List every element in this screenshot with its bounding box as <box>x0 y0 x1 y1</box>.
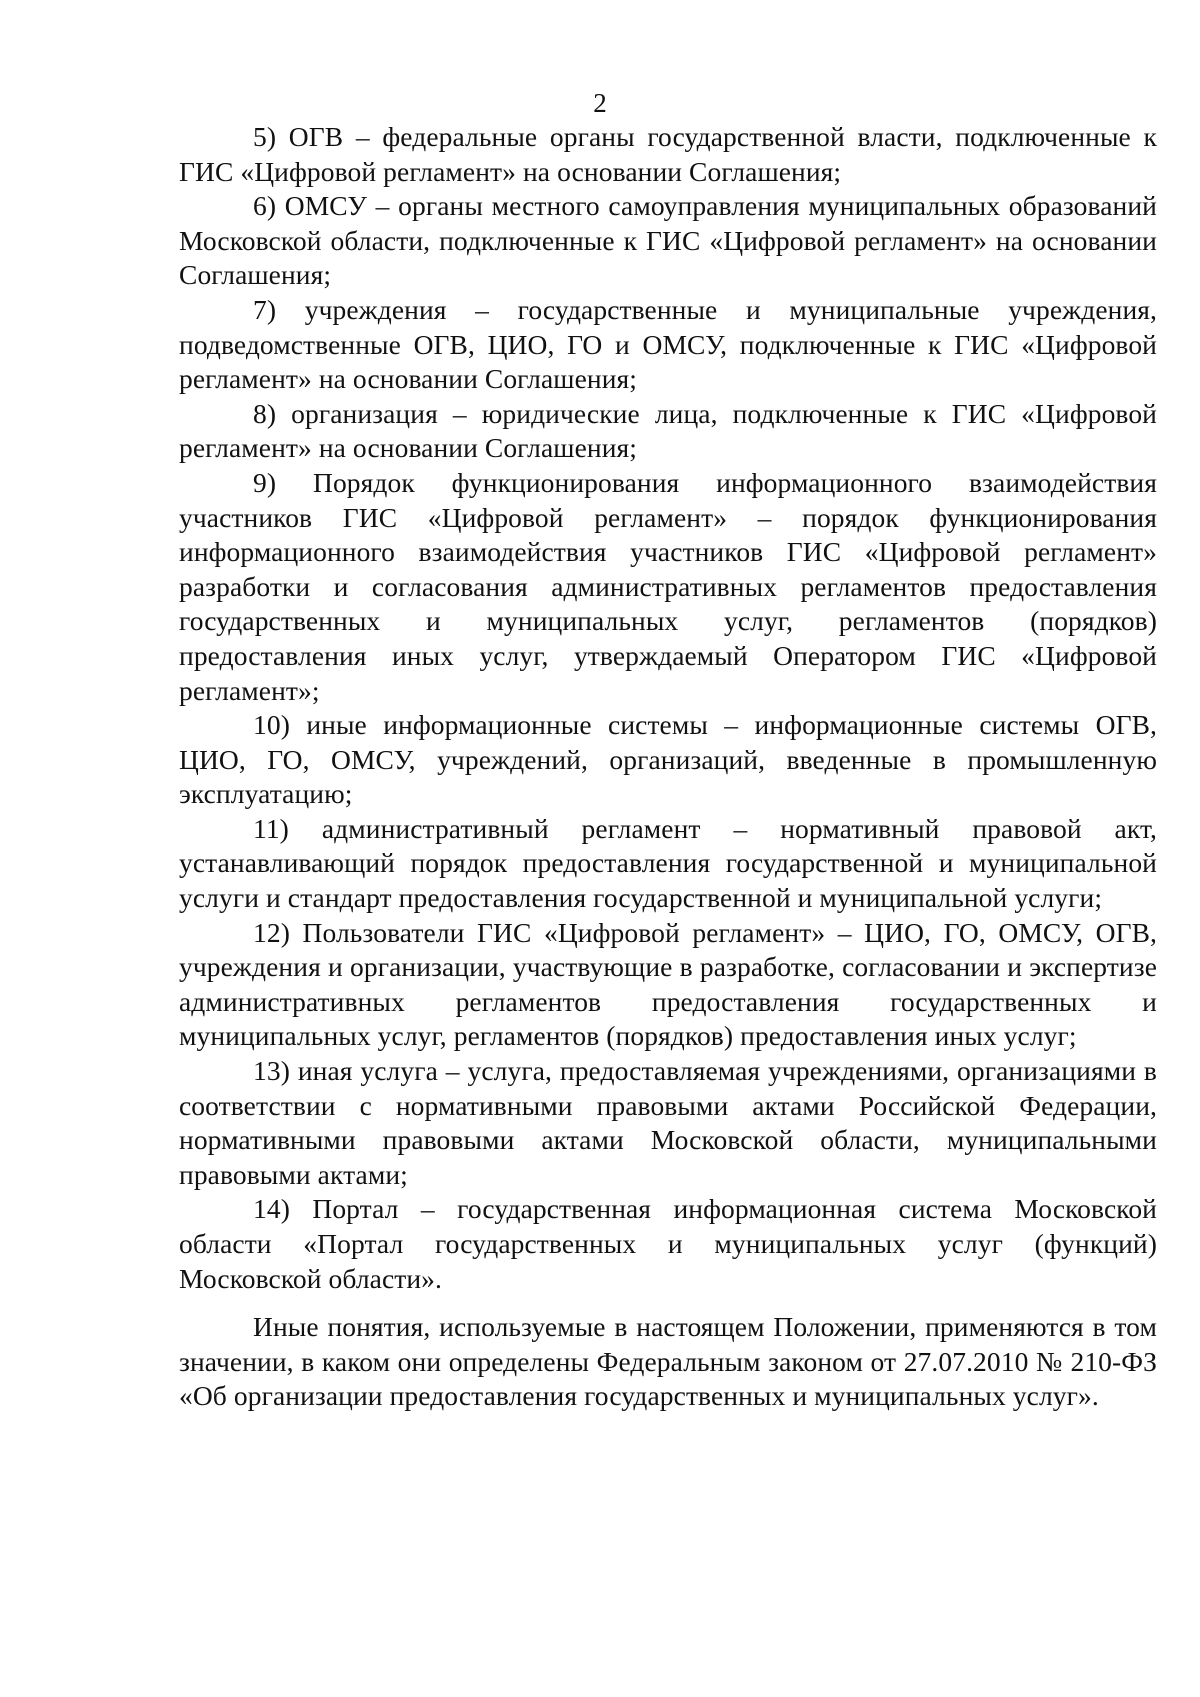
definition-item-11: 11) административный регламент – нормативный правовой акт, устанавливающий порядок предоставления государственной и муниципальной услуги и стандарт предоставления государственной и муниципальной услуги; <box>179 812 1157 914</box>
definition-item-12: 12) Пользователи ГИС «Цифровой регламент» – ЦИО, ГО, ОМСУ, ОГВ, учреждения и организации, участвующие в разработке, согласовании и экспертизе административных регламентов предоставления государственных и муниципальных услуг, регламентов (порядков) предоставления иных услуг; <box>179 916 1157 1052</box>
document-body <box>179 120 1157 1414</box>
definition-item-13: 13) иная услуга – услуга, предоставляемая учреждениями, организациями в соответствии с нормативными правовыми актами Российской Федерации, нормативными правовыми актами Московской области, муниципальными правовыми актами; <box>179 1055 1157 1190</box>
definition-item-5: 5) ОГВ – федеральные органы государственной власти, подключенные к ГИС «Цифровой регламент» на основании Соглашения; <box>179 121 1157 187</box>
definition-item-7: 7) учреждения – государственные и муниципальные учреждения, подведомственные ОГВ, ЦИО, ГО и ОМСУ, подключенные к ГИС «Цифровой регламент» на основании Соглашения; <box>179 293 1157 395</box>
definition-item-6: 6) ОМСУ – органы местного самоуправления муниципальных образований Московской области, подключенные к ГИС «Цифровой регламент» на основании Соглашения; <box>179 190 1157 291</box>
definition-item-8: 8) организация – юридические лица, подключенные к ГИС «Цифровой регламент» на основании Соглашения; <box>179 397 1157 464</box>
definition-item-10: 10) иные информационные системы – информационные системы ОГВ, ЦИО, ГО, ОМСУ, учреждений, организаций, введенные в промышленную эксплуатацию; <box>179 709 1157 810</box>
definition-item-9: 9) Порядок функционирования информационного взаимодействия участников ГИС «Цифровой регламент» – порядок функционирования информационного взаимодействия участников ГИС «Цифровой регламент» разработки и согласования административных регламентов предоставления государственных и муниципальных услуг, регламентов (порядков) предоставления иных услуг, утверждаемый Оператором ГИС «Цифровой регламент»; <box>179 466 1157 706</box>
page-number: 2 <box>593 88 607 118</box>
definition-item-14: 14) Портал – государственная информационная система Московской области «Портал государственных и муниципальных услуг (функций) Московской области». <box>179 1193 1157 1294</box>
closing-paragraph: Иные понятия, используемые в настоящем Положении, применяются в том значении, в каком они определены Федеральным законом от 27.07.2010 № 210-ФЗ «Об организации предоставления государственных и муниципальных услуг». <box>179 1311 1157 1412</box>
